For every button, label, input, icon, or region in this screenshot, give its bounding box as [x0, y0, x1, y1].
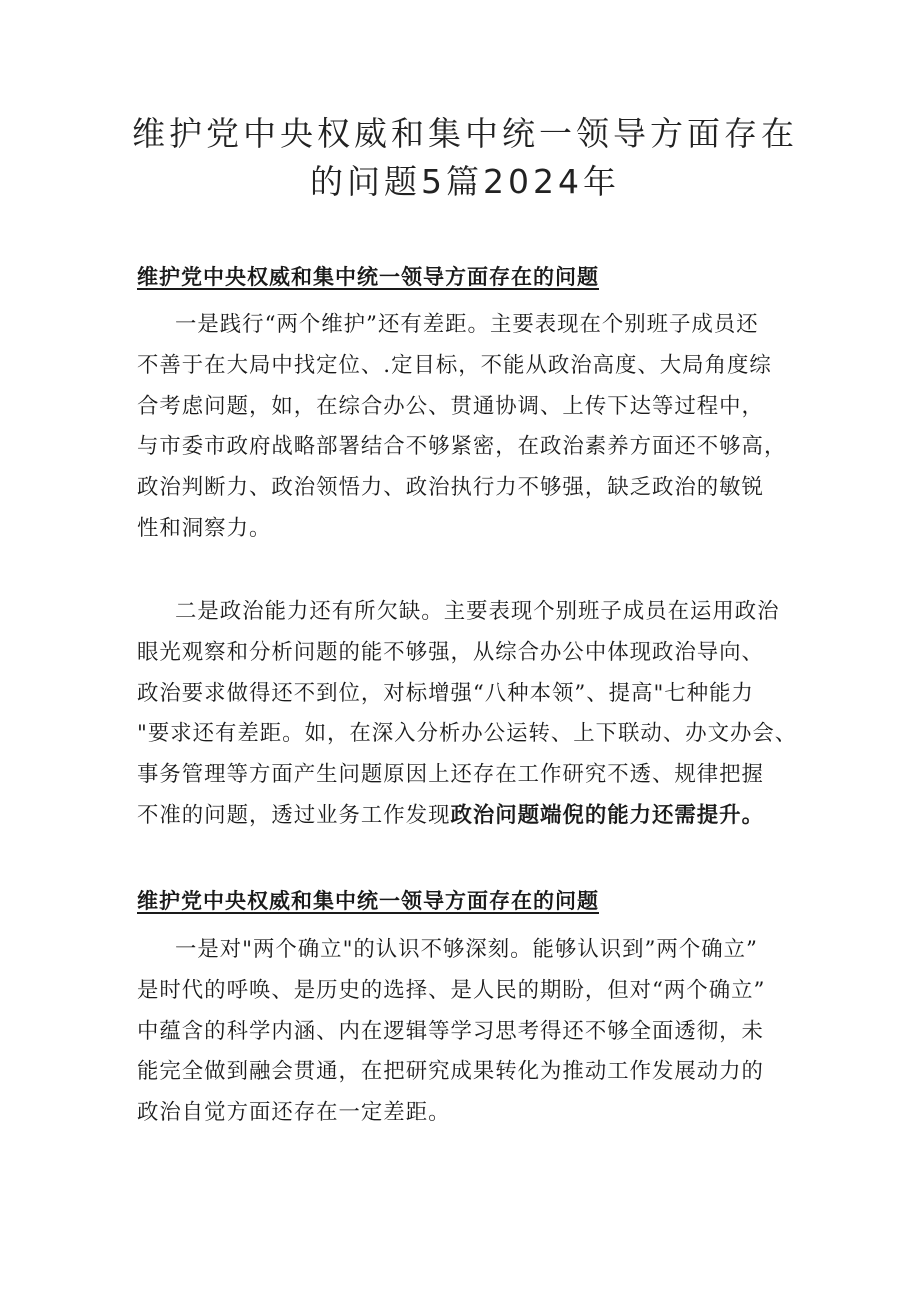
paragraph-3 — [137, 930, 797, 1134]
paragraph-line-plain: 不准的问题，透过业务工作发现 — [137, 802, 451, 828]
paragraph-line: 能完全做到融会贯通，在把研究成果转化为推动工作发展动力的 — [137, 1059, 764, 1085]
paragraph-line: 一是践行“两个维护”还有差距。主要表现在个别班子成员还 — [175, 312, 759, 337]
paragraph-line: 合考虑问题，如，在综合办公、贯通协调、上传下达等过程中， — [137, 393, 764, 419]
paragraph-line: 不善于在大局中找定位、.定目标，不能从政治高度、大局角度综 — [137, 352, 772, 378]
paragraph-line-mixed — [137, 796, 797, 837]
paragraph-line: 政治判断力、政治领悟力、政治执行力不够强，缺乏政治的敏锐 — [137, 475, 764, 501]
paragraph-line: 政治要求做得还不到位，对标增强“八种本领”、提高"七种能力 — [137, 680, 754, 706]
section-heading-1: 维护党中央权威和集中统一领导方面存在的问题 — [137, 264, 599, 289]
paragraph-line: 性和洞察力。 — [137, 515, 272, 541]
paragraph-2 — [137, 592, 797, 837]
paragraph-line: 一是对"两个确立"的认识不够深刻。能够认识到”两个确立” — [175, 937, 758, 962]
paragraph-line: 事务管理等方面产生问题原因上还存在工作研究不透、规律把握 — [137, 762, 764, 788]
document-title-line-2: 的问题5篇2024年 — [310, 162, 620, 201]
paragraph-line: 与市委市政府战略部署结合不够紧密，在政治素养方面还不够高， — [137, 434, 787, 460]
paragraph-line-bold: 政治问题端倪的能力还需提升。 — [450, 802, 764, 828]
paragraph-line: 政治自觉方面还存在一定差距。 — [137, 1100, 451, 1126]
paragraph-line: 中蕴含的科学内涵、内在逻辑等学习思考得还不够全面透彻，未 — [137, 1018, 764, 1044]
paragraph-line: 是时代的呼唤、是历史的选择、是人民的期盼，但对“两个确立” — [137, 977, 766, 1003]
section-heading-2: 维护党中央权威和集中统一领导方面存在的问题 — [137, 888, 599, 913]
paragraph-line: 二是政治能力还有所欠缺。主要表现个别班子成员在运用政治 — [175, 599, 780, 624]
paragraph-line: "要求还有差距。如，在深入分析办公运转、上下联动、办文办会、 — [137, 721, 798, 747]
paragraph-line: 眼光观察和分析问题的能不够强，从综合办公中体现政治导向、 — [137, 639, 764, 665]
paragraph-1 — [137, 305, 797, 550]
document-title-line-1: 维护党中央权威和集中统一领导方面存在 — [132, 114, 798, 153]
